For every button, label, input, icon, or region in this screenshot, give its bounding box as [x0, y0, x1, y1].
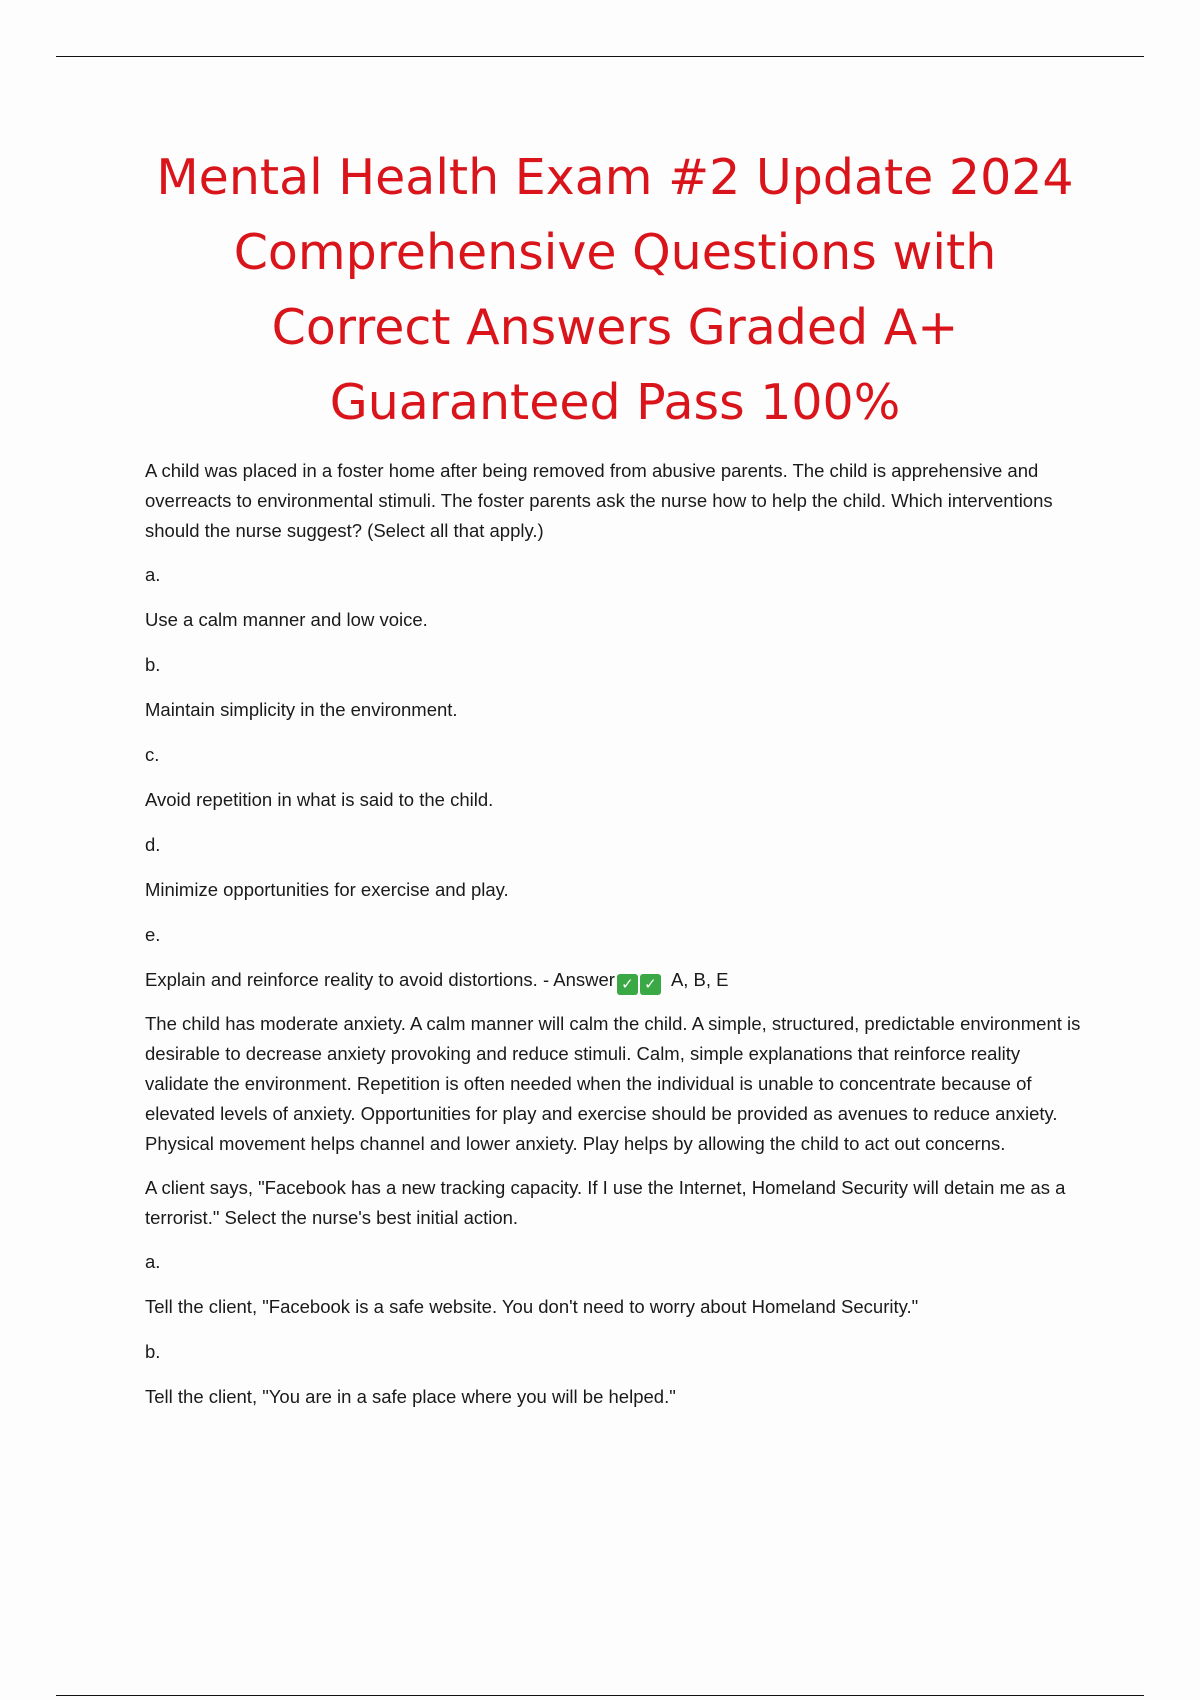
document-body — [145, 456, 1085, 1427]
q1-answer: A, B, E — [670, 969, 729, 990]
q2-option-a-text: Tell the client, "Facebook is a safe website. You don't need to worry about Homeland Security." — [145, 1296, 919, 1317]
check-mark-icon: ✓ — [617, 974, 638, 995]
q1-option-e-line — [145, 965, 1085, 995]
q1-option-b-text: Maintain simplicity in the environment. — [145, 699, 458, 720]
check-mark-icon: ✓ — [640, 974, 661, 995]
q1-rationale: The child has moderate anxiety. A calm manner will calm the child. A simple, structured, predictable environment is desirable to decrease anxiety provoking and reduce stimuli. Calm, simple explanations that reinforce reality validate the environment. Repetition is often needed when the individual is unable to concentrate because of elevated levels of anxiety. Opportunities for play and exercise should be provided as avenues to reduce anxiety. Physical movement helps channel and lower anxiety. Play helps by allowing the child to act out concerns. — [145, 1013, 1081, 1154]
q2-option-a-letter: a. — [145, 1251, 161, 1272]
question-1: A child was placed in a foster home after being removed from abusive parents. The child is apprehensive and overreacts to environmental stimuli. The foster parents ask the nurse how to help the child. Which interventions should the nurse suggest? (Select all that apply.) — [145, 460, 1053, 541]
q2-option-b-text: Tell the client, "You are in a safe place where you will be helped." — [145, 1386, 676, 1407]
q1-option-b-letter: b. — [145, 654, 161, 675]
question-2: A client says, "Facebook has a new tracking capacity. If I use the Internet, Homeland Security will detain me as a terrorist." Select the nurse's best initial action. — [145, 1177, 1066, 1228]
q1-option-a-text: Use a calm manner and low voice. — [145, 609, 428, 630]
top-rule — [56, 56, 1144, 57]
document-title: Mental Health Exam #2 Update 2024 Comprehensive Questions with Correct Answers Graded A+ Guaranteed Pass 100% — [156, 149, 1074, 431]
q1-option-d-letter: d. — [145, 834, 161, 855]
q1-option-d-text: Minimize opportunities for exercise and play. — [145, 879, 509, 900]
q1-option-e-letter: e. — [145, 924, 161, 945]
q2-option-b-letter: b. — [145, 1341, 161, 1362]
q1-option-e-text: Explain and reinforce reality to avoid distortions. - Answer — [145, 969, 615, 990]
q1-option-c-text: Avoid repetition in what is said to the child. — [145, 789, 494, 810]
q1-option-c-letter: c. — [145, 744, 160, 765]
q1-option-a-letter: a. — [145, 564, 161, 585]
bottom-rule — [56, 1695, 1144, 1696]
